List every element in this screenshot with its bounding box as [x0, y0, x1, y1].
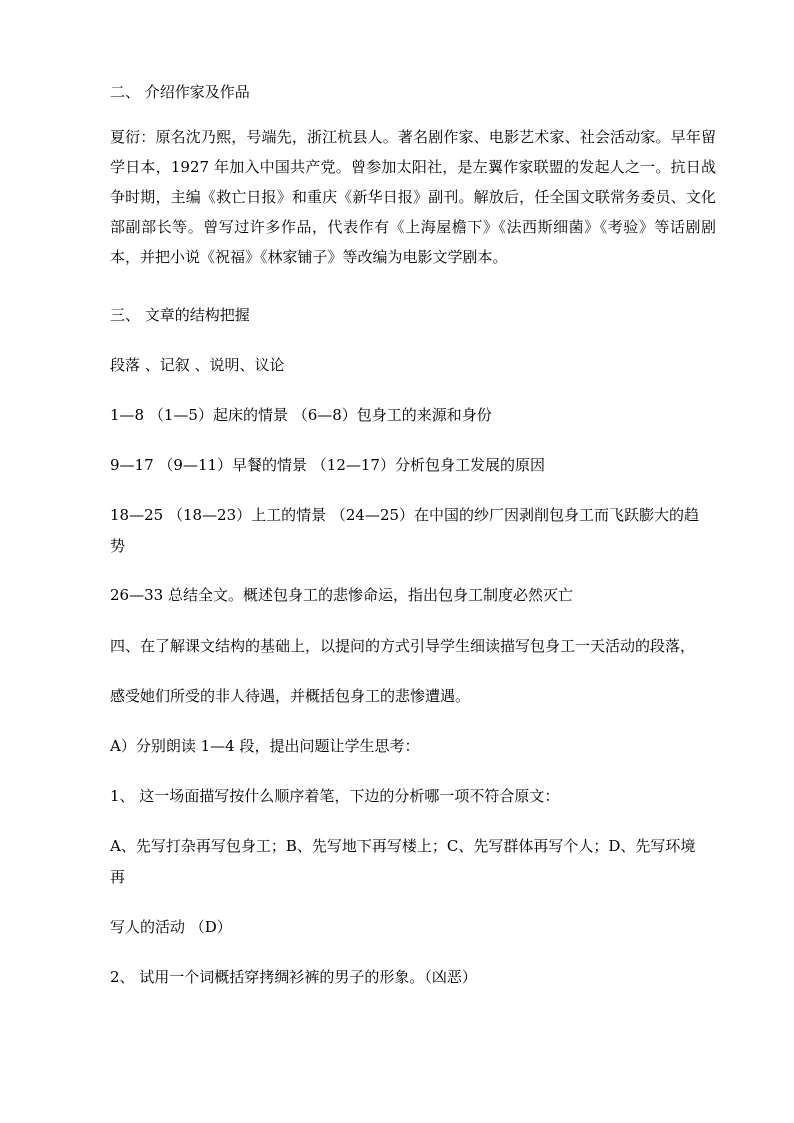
question-1-options: A、先写打杂再写包身工；B、先写地下再写楼上；C、先写群体再写个人；D、先写环境 [110, 837, 696, 855]
structure-item-1: 1—8 （1—5）起床的情景 （6—8）包身工的来源和身份 [110, 406, 492, 424]
structure-item-3: 18—25 （18—23）上工的情景 （24—25）在中国的纱厂因剥削包身工而飞跃膨大的趋 [110, 506, 700, 524]
question-1-options-continued: 再 [110, 868, 126, 886]
section-heading-4: 四、在了解课文结构的基础上，以提问的方式引导学生细读描写包身工一天活动的段落， [110, 637, 696, 655]
question-2: 2、 试用一个词概括穿拷绸衫裤的男子的形象。（凶恶） [110, 968, 477, 986]
section-4-continued: 感受她们所受的非人待遇，并概括包身工的悲惨遭遇。 [110, 687, 471, 705]
author-intro-text: 夏衍：原名沈乃熙，号端先，浙江杭县人。著名剧作家、电影艺术家、社会活动家。早年留学日本，1927 年加入中国共产党。曾参加太阳社，是左翼作家联盟的发起人之一。抗日战争时期，主编《救亡日报》和重庆《新华日报》副刊。解放后，任全国文联常务委员、文化部副部长等。曾写过许多作品，代表作有《上海屋檐下》《法西斯细菌》《考验》等话剧剧本，并把小说《祝福》《林家铺子》等改编为电影文学剧本。 [110, 128, 716, 266]
structure-item-3-continued: 势 [110, 537, 126, 555]
author-intro-paragraph [110, 122, 716, 272]
section-heading-3: 三、 文章的结构把握 [110, 306, 250, 324]
structure-item-4: 26—33 总结全文。概述包身工的悲惨命运，指出包身工制度必然灭亡 [110, 586, 573, 604]
part-a-instruction: A）分别朗读 1—4 段，提出问题让学生思考： [110, 737, 420, 755]
question-1-answer: 写人的活动 （D） [110, 918, 232, 936]
structure-item-2: 9—17 （9—11）早餐的情景 （12—17）分析包身工发展的原因 [110, 456, 545, 474]
section-heading-2: 二、 介绍作家及作品 [110, 83, 250, 101]
question-1: 1、 这一场面描写按什么顺序着笔，下边的分析哪一项不符合原文： [110, 787, 560, 805]
structure-subheading: 段落 、记叙 、说明、议论 [110, 356, 285, 374]
